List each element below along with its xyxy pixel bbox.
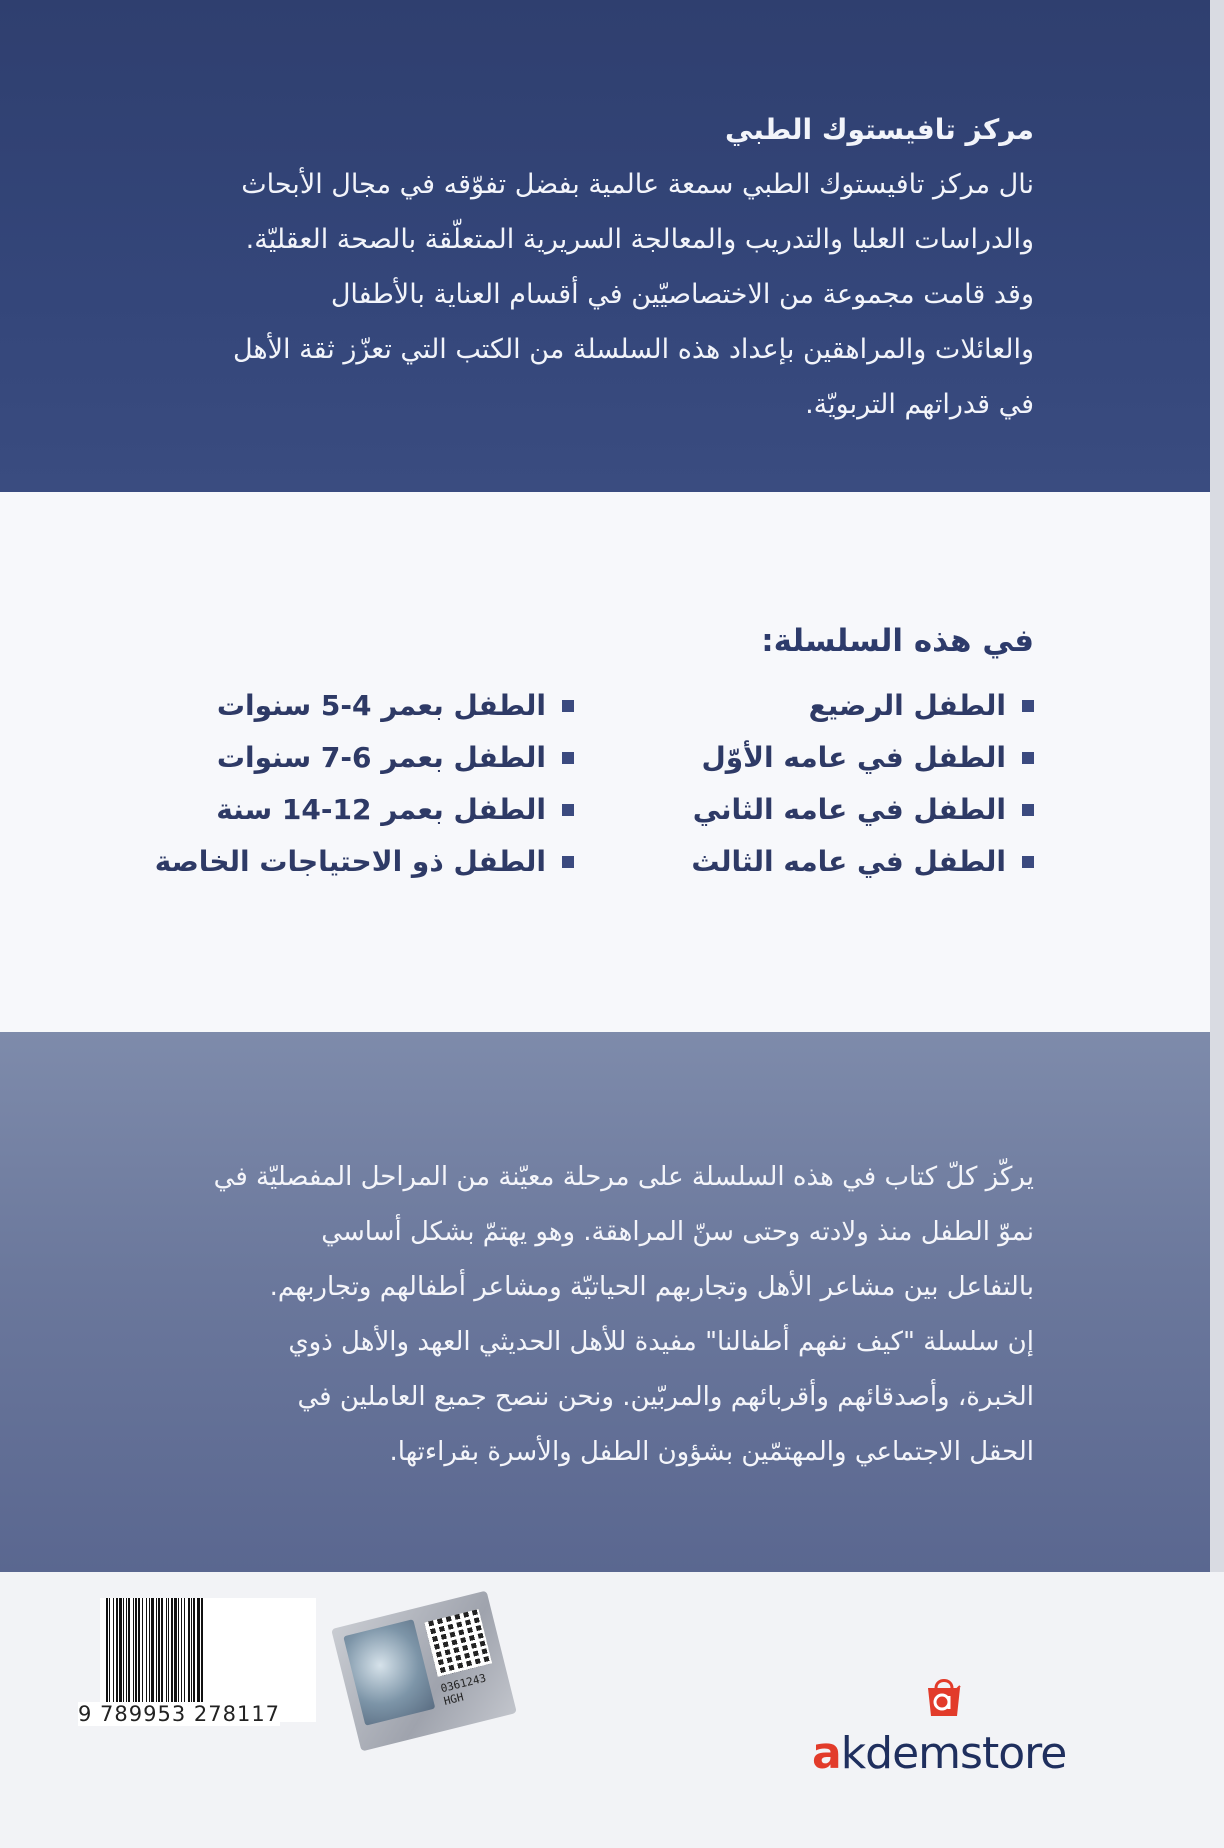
description-line: إن سلسلة "كيف نفهم أطفالنا" مفيدة للأهل الحديثي العهد والأهل ذوي [288, 1327, 1034, 1357]
sticker-code-line: 0361243 [439, 1671, 488, 1696]
about-line: نال مركز تافيستوك الطبي سمعة عالمية بفضل تفوّقه في مجال الأبحاث [241, 169, 1034, 200]
sticker-code [439, 1671, 490, 1707]
bullet-square-icon [562, 752, 574, 764]
description-line: يركّز كلّ كتاب في هذه السلسلة على مرحلة معيّنة من المراحل المفصليّة في [213, 1162, 1034, 1192]
sticker-code-line: HGH [442, 1690, 465, 1708]
series-item-label: الطفل في عامه الثاني [692, 793, 1006, 826]
series-item [104, 784, 574, 836]
isbn-number: 9 789953 278117 [78, 1702, 281, 1726]
series-item-label: الطفل بعمر 4-5 سنوات [216, 689, 546, 722]
description-line: بالتفاعل بين مشاعر الأهل وتجاربهم الحياتيّة ومشاعر أطفالهم وتجاربهم. [269, 1272, 1034, 1302]
series-item [574, 732, 1034, 784]
about-heading: مركز تافيستوك الطبي [724, 113, 1034, 146]
series-item [104, 836, 574, 888]
shopping-bag-logo-icon [920, 1672, 968, 1720]
bullet-square-icon [562, 804, 574, 816]
about-line: في قدراتهم التربويّة. [805, 389, 1034, 420]
qr-code-icon [424, 1609, 492, 1677]
description-line: نموّ الطفل منذ ولادته وحتى سنّ المراهقة. وهو يهتمّ بشكل أساسي [321, 1217, 1034, 1247]
series-item [104, 732, 574, 784]
series-item [104, 680, 574, 732]
bullet-square-icon [1022, 752, 1034, 764]
about-section [104, 102, 1034, 432]
series-right-column [574, 680, 1034, 888]
about-line: وقد قامت مجموعة من الاختصاصيّين في أقسام العناية بالأطفال [330, 279, 1034, 310]
about-line: والدراسات العليا والتدريب والمعالجة السريرية المتعلّقة بالصحة العقليّة. [245, 224, 1034, 255]
series-item [574, 836, 1034, 888]
series-item-label: الطفل بعمر 12-14 سنة [216, 793, 546, 826]
hologram-icon [343, 1619, 435, 1726]
cover-edge [1210, 0, 1224, 1572]
description-section [104, 1150, 1034, 1480]
brand-prefix: a [812, 1728, 841, 1779]
barcode-bar [203, 1598, 204, 1716]
bullet-square-icon [1022, 856, 1034, 868]
series-item-label: الطفل ذو الاحتياجات الخاصة [154, 845, 546, 878]
series-item-label: الطفل في عامه الأوّل [701, 741, 1006, 774]
about-line: والعائلات والمراهقين بإعداد هذه السلسلة من الكتب التي تعزّز ثقة الأهل [232, 334, 1034, 365]
series-item [574, 680, 1034, 732]
brand-name [812, 1728, 1066, 1779]
description-line: الخبرة، وأصدقائهم وأقربائهم والمربّين. ونحن ننصح جميع العاملين في [297, 1382, 1034, 1412]
series-item [574, 784, 1034, 836]
series-left-column [104, 680, 574, 888]
series-columns [104, 680, 1034, 888]
brand-rest: kdemstore [840, 1728, 1067, 1779]
series-item-label: الطفل بعمر 6-7 سنوات [216, 741, 546, 774]
series-heading: في هذه السلسلة: [761, 623, 1034, 659]
bullet-square-icon [562, 700, 574, 712]
bullet-square-icon [562, 856, 574, 868]
bullet-square-icon [1022, 804, 1034, 816]
bullet-square-icon [1022, 700, 1034, 712]
series-section [104, 616, 1034, 888]
series-item-label: الطفل الرضيع [808, 689, 1006, 722]
series-item-label: الطفل في عامه الثالث [691, 845, 1006, 878]
barcode-bars [106, 1598, 310, 1716]
description-line: الحقل الاجتماعي والمهتمّين بشؤون الطفل والأسرة بقراءتها. [389, 1437, 1034, 1467]
